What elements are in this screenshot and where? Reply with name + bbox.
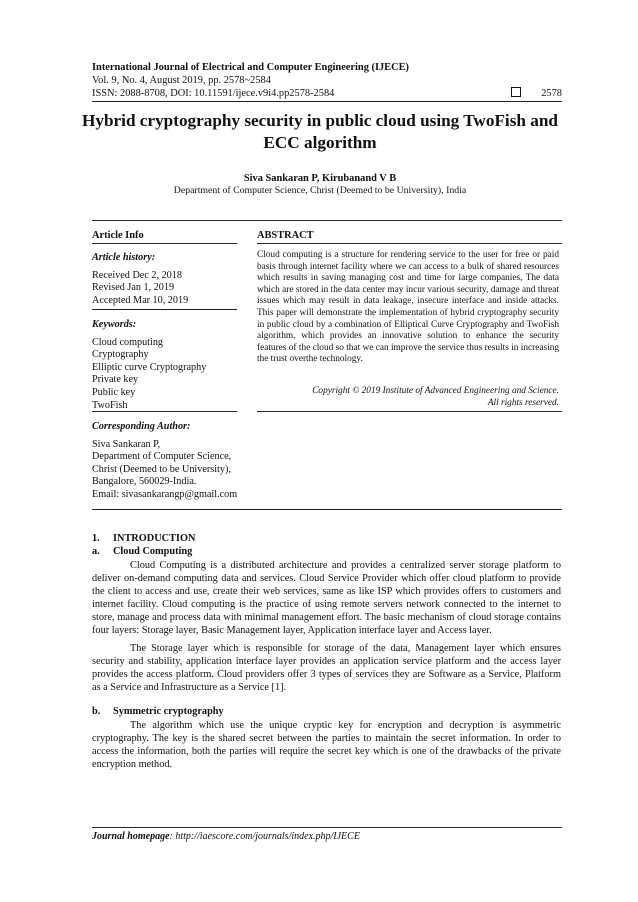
- article-info-rule: [92, 243, 237, 244]
- homepage-label: Journal homepage: [92, 831, 170, 842]
- section-title: INTRODUCTION: [113, 533, 196, 544]
- author-dept: Department of Computer Science,: [92, 451, 232, 463]
- info-top-rule: [92, 220, 562, 221]
- paper-title: Hybrid cryptography security in public cloud using TwoFish and ECC algorithm: [82, 111, 558, 152]
- keywords-block: [92, 319, 237, 412]
- header-rule: [92, 101, 562, 102]
- footer-rule: [92, 827, 562, 828]
- keyword-item: Elliptic curve Cryptography: [92, 361, 207, 373]
- paragraph-storage-layer: The Storage layer which is responsible for storage of the data, Management layer which ensures security and stability, application interface layer provides an application service platform and the access layer provides the access platform. Cloud providers offer 3 types of services they are Software as a Service, Platform as a Service and Infrastructure as a Service [1].: [92, 643, 561, 694]
- history-accepted: Accepted Mar 10, 2019: [92, 294, 189, 306]
- keyword-item: Public key: [92, 386, 136, 398]
- copyright: [257, 386, 559, 409]
- subsection-title: Symmetric cryptography: [113, 706, 224, 717]
- history-revised: Revised Jan 1, 2019: [92, 282, 175, 294]
- issn-doi: ISSN: 2088-8708, DOI: 10.11591/ijece.v9i4.pp2578-2584: [92, 88, 335, 99]
- page-number-block: [511, 87, 562, 100]
- abstract-bottom-rule: [257, 411, 562, 412]
- article-history: [92, 252, 237, 307]
- affiliation: Department of Computer Science, Christ (Deemed to be University), India: [173, 185, 467, 196]
- keyword-item: Cryptography: [92, 349, 149, 361]
- info-bottom-rule: [92, 509, 562, 510]
- volume-info: Vol. 9, No. 4, August 2019, pp. 2578~2584: [92, 75, 271, 86]
- copyright-line: Copyright © 2019 Institute of Advanced Engineering and Science.: [312, 386, 559, 396]
- square-icon: [511, 87, 521, 97]
- subsection-label: b.: [92, 706, 101, 717]
- page-number: 2578: [541, 88, 562, 99]
- subsection-heading-b: [92, 706, 224, 717]
- journal-homepage: [92, 831, 360, 842]
- corresponding-author: [92, 421, 272, 502]
- rights-line: All rights reserved.: [487, 397, 559, 408]
- paragraph-symmetric: The algorithm which use the unique cryptic key for encryption and decryption is asymmetric cryptography. The key is the shared secret between the parties to maintain the secret information. In order to access the information, both the parties will require the secret key which is one of the drawbacks of the private encryption method.: [92, 720, 561, 771]
- section-number: 1.: [92, 533, 100, 544]
- keywords-rule: [92, 411, 237, 412]
- homepage-url[interactable]: : http://iaescore.com/journals/index.php/IJECE: [169, 831, 360, 842]
- journal-name: International Journal of Electrical and Computer Engineering (IJECE): [92, 62, 410, 73]
- abstract-heading: ABSTRACT: [257, 230, 314, 241]
- keyword-item: Cloud computing: [92, 336, 164, 348]
- keyword-item: TwoFish: [92, 399, 128, 411]
- author-city: Bangalore, 560029-India.: [92, 476, 197, 488]
- subsection-title: Cloud Computing: [113, 546, 193, 557]
- abstract-rule: [257, 243, 562, 244]
- subsection-label: a.: [92, 546, 100, 557]
- authors: Siva Sankaran P, Kirubanand V B: [243, 173, 397, 184]
- author-univ: Christ (Deemed to be University),: [92, 463, 231, 475]
- author-name: Siva Sankaran P,: [92, 438, 161, 450]
- paragraph-cloud-computing: Cloud Computing is a distributed architecture and provides a centralized server storage platform to deliver on-demand computing data and services. Cloud Service Provider which offer cloud platform to provide the client to access and use, create their web services, same as like ISP which provides offers to customers and internet facility. Cloud computing is the practice of using remote servers network connected to the internet to store, manage and process data with minimal management effort. The basic mechanism of cloud storage contains four layers: Storage layer, Basic Management layer, Application interface layer and Access layer.: [92, 560, 561, 637]
- author-email: Email: sivasankarangp@gmail.com: [92, 488, 238, 500]
- running-header: [92, 61, 562, 100]
- abstract-text: Cloud computing is a structure for rendering service to the user for free or paid basis through internet facility where we can access to a bulk of shared resources which results in saving managing cost and time for large companies, The data which are stored in the data center may incur various security, damage and threat issues which may result in data leakage, insecure interface and inside attacks. This paper will demonstrate the implementation of hybrid cryptography security in public cloud by a combination of Elliptical Curve Cryptography and TwoFish algorithm, which provides an innovative solution to enhance the security features of the cloud so that we can improve the service thus results in increasing the trust overthe technology.: [257, 250, 559, 365]
- keyword-item: Private key: [92, 374, 139, 386]
- keywords-heading: Keywords:: [92, 319, 137, 330]
- article-info-heading: Article Info: [92, 230, 144, 241]
- section-heading: [92, 533, 195, 544]
- history-heading: Article history:: [92, 252, 156, 263]
- history-rule: [92, 309, 237, 310]
- corresponding-heading: Corresponding Author:: [92, 421, 191, 432]
- subsection-heading-a: [92, 546, 192, 557]
- history-received: Received Dec 2, 2018: [92, 269, 182, 281]
